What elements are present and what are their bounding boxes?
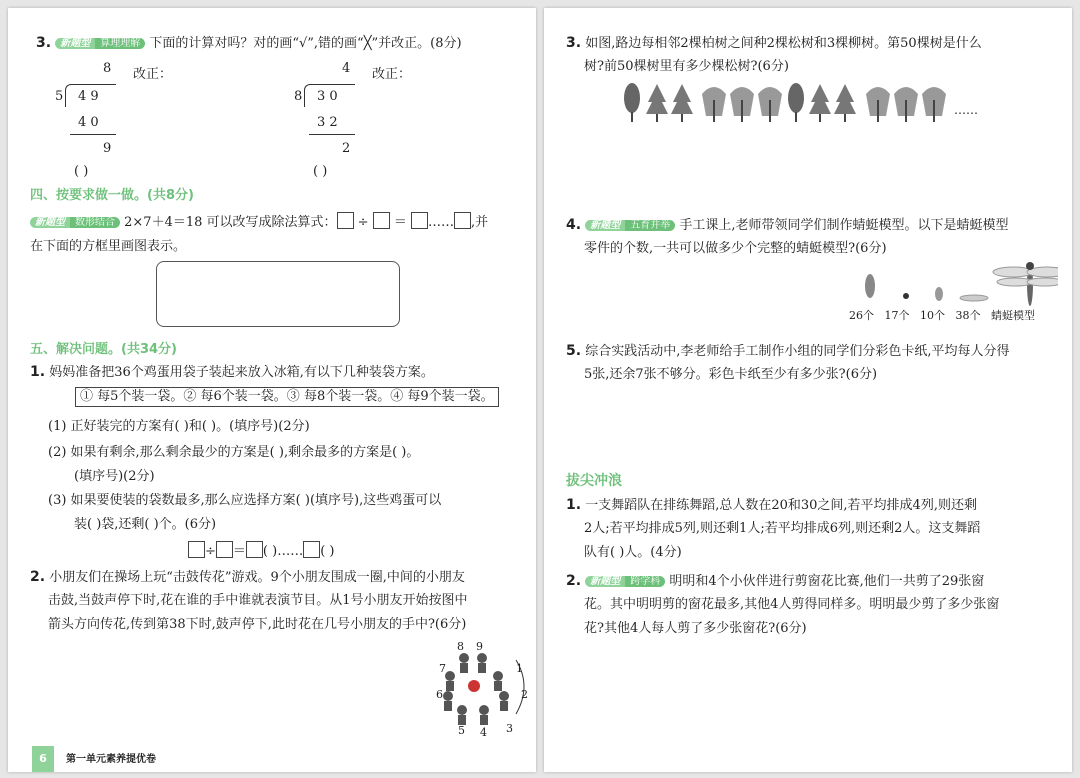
s5-q1-sub2b: (填序号)(2分) xyxy=(74,469,155,484)
s5-q2-line-3: 箭头方向传花,传到第38下时,鼓声停下,此时花在几号小朋友的手中?(6分) xyxy=(48,617,467,632)
body-part-icon xyxy=(865,274,875,298)
section-5-heading: 五、解决问题。(共34分) xyxy=(30,342,177,357)
tree-icon xyxy=(624,83,946,122)
question-number: 3. xyxy=(36,35,52,51)
bajian-q1-line-1: 1. 一支舞蹈队在排练舞蹈,总人数在20和30之间,若平均排成4列,则还剩 xyxy=(566,497,977,513)
section-4-line-2: 在下面的方框里画图表示。 xyxy=(30,239,187,254)
right-q5-line-1: 5. 综合实践活动中,李老师给手工制作小组的同学们分彩色卡纸,平均每人分得 xyxy=(566,343,1010,359)
section-4-heading: 四、按要求做一做。(共8分) xyxy=(30,188,194,203)
page-number: 6 xyxy=(32,746,54,772)
wing-part-icon xyxy=(960,295,988,301)
svg-text:2: 2 xyxy=(521,688,528,701)
kids-circle-illustration xyxy=(424,638,536,738)
svg-text:6: 6 xyxy=(436,688,443,701)
bajian-q2-line-1: 2. 新题型 跨学科 明明和4个小伙伴进行剪窗花比赛,他们一共剪了29张窗 xyxy=(566,573,985,589)
right-q3-line-1: 3. 如图,路边每相邻2棵柏树之间种2棵松树和3棵柳树。第50棵树是什么 xyxy=(566,35,982,51)
bajian-q2-line-2: 花。其中明明剪的窗花最多,其他4人剪得同样多。明明最少剪了多少张窗 xyxy=(584,597,1000,612)
answer-box[interactable] xyxy=(454,212,471,229)
kid-icon xyxy=(443,653,509,725)
s5-q1-sub2: (2) 如果有剩余,那么剩余最少的方案是( ),剩余最多的方案是( )。 xyxy=(48,445,420,460)
bajian-q2-line-3: 花?其他4人每人剪了多少张窗花?(6分) xyxy=(584,621,807,636)
left-page: 3. 新题型 算理理解 下面的计算对吗？对的画“√”,错的画“╳”并改正。(8分) 8 5 4 9 4 0 9 ( ) 改正： 4 8 3 0 3 2 2 ( ) 改正： 四、按要求做一做。(共8分) 新题型 数形结合 2×7＋4＝18 可以改写成除法算式： ÷ ＝ …… ,并 在下面的方框里画图表示。 五、解决问题。(共34分) 1. 妈妈准备把36个鸡蛋用袋子装起来放入冰箱,有以下几种装袋方案。 ① 每5个装一袋。② 每6个装一袋。③ 每8个装一袋。④ 每9个装一袋。 (1) 正好装完的方案有( )和( )。(填序号)(2分) (2) 如果有剩余,那么剩余最少的方案是( ),剩余最多的方案是( )。 (填序号)(2分) (3) 如果要使装的袋数最多,那么应选择方案( )(填序号),这些鸡蛋可以 装( )袋,还剩( )个。(6分) ÷ ＝ ( )…… ( ) 2. 小朋友们在操场上玩“击鼓传花”游戏。9个小朋友围成一圈,中间的小朋友 击鼓,当鼓声停下时,花在谁的手中谁就表演节目。从1号小朋友开始按图中 箭头方向传花,传到第38下时,鼓声停下,此时花在几号小朋友的手中?(6分) 8 9 7 1 6 2 5 4 3 6 第一单元素养提优卷 xyxy=(8,8,536,772)
question-tag: 新题型 数形结合 xyxy=(30,216,120,230)
plans-box: ① 每5个装一袋。② 每6个装一袋。③ 每8个装一袋。④ 每9个装一袋。 xyxy=(75,387,499,407)
svg-text:1: 1 xyxy=(516,662,523,675)
answer-box[interactable] xyxy=(188,541,205,558)
answer-box[interactable] xyxy=(411,212,428,229)
right-q4-line-2: 零件的个数,一共可以做多少个完整的蜻蜓模型?(6分) xyxy=(584,241,887,256)
svg-text:3: 3 xyxy=(506,722,513,735)
svg-text:8: 8 xyxy=(457,640,464,653)
question-tag: 新题型 五育并举 xyxy=(585,219,675,233)
right-q4-line-1: 4. 新题型 五育并举 手工课上,老师带领同学们制作蜻蜓模型。以下是蜻蜓模型 xyxy=(566,217,1009,233)
dragonfly-icon xyxy=(993,262,1058,306)
head-part-icon xyxy=(903,293,909,299)
svg-text:……: …… xyxy=(954,103,978,117)
drawing-box[interactable] xyxy=(156,261,400,327)
right-q3-line-2: 树?前50棵树里有多少棵松树?(6分) xyxy=(584,59,789,74)
s5-q1-line: 1. 妈妈准备把36个鸡蛋用袋子装起来放入冰箱,有以下几种装袋方案。 xyxy=(30,364,434,380)
dragonfly-labels: 26个 17个 10个 38个 蜻蜓模型 xyxy=(849,309,1035,322)
svg-text:9: 9 xyxy=(476,640,483,653)
question-text: 下面的计算对吗？对的画“√”,错的画“╳”并改正。(8分) xyxy=(149,36,462,51)
right-q5-line-2: 5张,还余7张不够分。彩色卡纸至少有多少张?(6分) xyxy=(584,367,878,382)
s5-q2-line-1: 2. 小朋友们在操场上玩“击鼓传花”游戏。9个小朋友围成一圈,中间的小朋友 xyxy=(30,569,465,585)
section-4-line: 新题型 数形结合 2×7＋4＝18 可以改写成除法算式： ÷ ＝ …… ,并 xyxy=(30,212,488,232)
question-tag: 新题型 算理理解 xyxy=(55,37,145,51)
s5-q1-sub3b: 装( )袋,还剩( )个。(6分) xyxy=(74,517,217,532)
answer-box[interactable] xyxy=(337,212,354,229)
bajian-q1-line-3: 队有( )人。(4分) xyxy=(584,545,682,560)
footer-title: 第一单元素养提优卷 xyxy=(66,754,156,765)
answer-box[interactable] xyxy=(303,541,320,558)
left-q3-line xyxy=(36,34,462,53)
s5-q1-equation: ÷ ＝ ( )…… ( ) xyxy=(188,541,334,561)
page-footer xyxy=(8,746,536,772)
svg-text:4: 4 xyxy=(480,726,487,738)
answer-box[interactable] xyxy=(373,212,390,229)
s5-q2-line-2: 击鼓,当鼓声停下时,花在谁的手中谁就表演节目。从1号小朋友开始按图中 xyxy=(48,593,468,608)
s5-q1-sub1: (1) 正好装完的方案有( )和( )。(填序号)(2分) xyxy=(48,419,310,434)
right-page xyxy=(544,8,1072,772)
bajian-heading: 拔尖冲浪 xyxy=(566,473,622,489)
svg-text:5: 5 xyxy=(458,724,465,737)
tail-part-icon xyxy=(935,287,943,301)
bajian-q1-line-2: 2人;若平均排成5列,则还剩1人;若平均排成6列,则还剩2人。这支舞蹈 xyxy=(584,521,981,536)
trees-row-illustration xyxy=(622,80,1002,126)
svg-text:7: 7 xyxy=(439,662,446,675)
answer-box[interactable] xyxy=(216,541,233,558)
s5-q1-sub3: (3) 如果要使装的袋数最多,那么应选择方案( )(填序号),这些鸡蛋可以 xyxy=(48,493,442,508)
question-tag: 新题型 跨学科 xyxy=(585,575,665,589)
answer-box[interactable] xyxy=(246,541,263,558)
